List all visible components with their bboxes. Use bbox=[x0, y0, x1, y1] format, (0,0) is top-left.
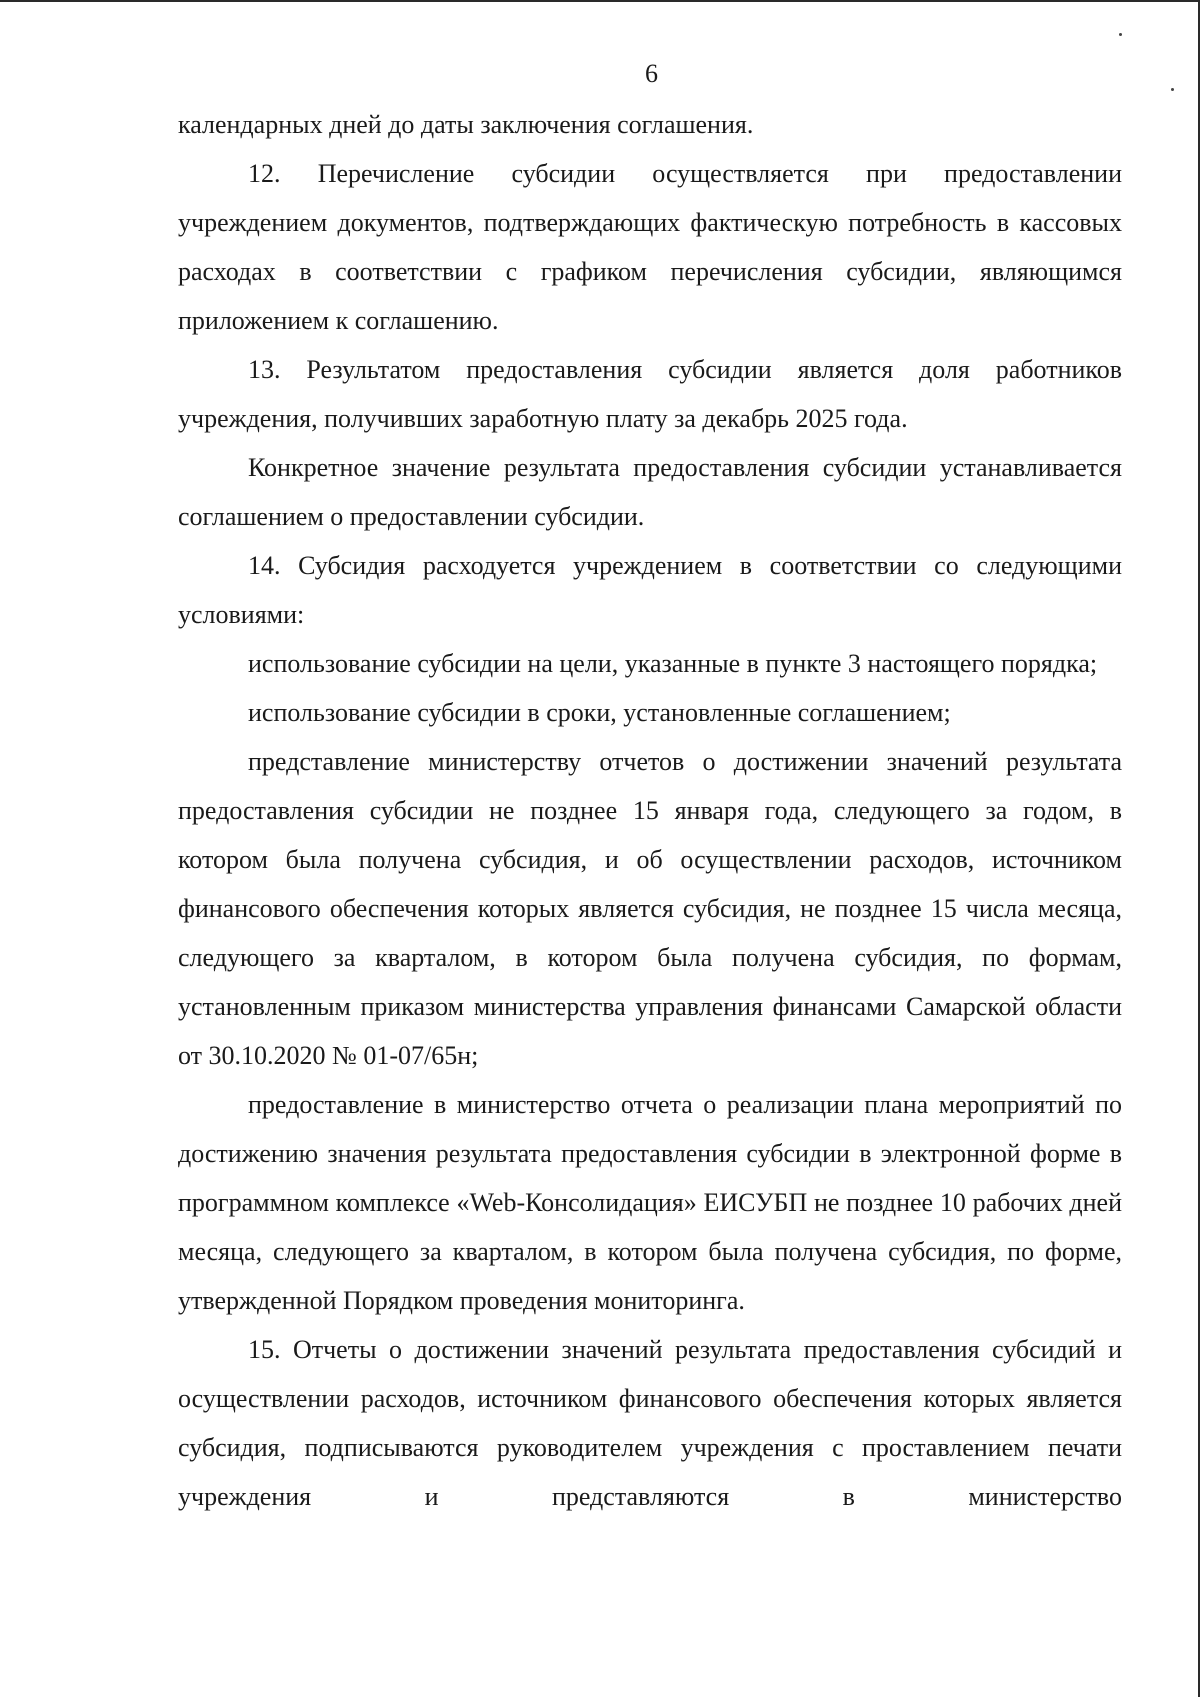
paragraph-item-12: 12. Перечисление субсидии осуществляется при предоставлении учреждением документов, подтверждающих фактическую потребность в кассовых расходах в соответствии с графиком перечисления субсидии, являющимся приложением к соглашению. bbox=[178, 159, 1122, 335]
paragraph-item-14: 14. Субсидия расходуется учреждением в соответствии со следующими условиями: bbox=[178, 551, 1122, 629]
paragraph-continuation: календарных дней до даты заключения соглашения. bbox=[178, 110, 754, 139]
condition-reports: представление министерству отчетов о достижении значений результата предоставления субсидии не позднее 15 января года, следующего за годом, в котором была получена субсидия, и об осуществлении расходов, источником финансового обеспечения которых является субсидия, не позднее 15 числа месяца, следующего за кварталом, в котором была получена субсидия, по формам, установленным приказом министерства управления финансами Самарской области от 30.10.2020 № 01-07/65н; bbox=[178, 747, 1122, 1070]
condition-deadlines: использование субсидии в сроки, установленные соглашением; bbox=[248, 698, 951, 727]
paragraph-item-13: 13. Результатом предоставления субсидии является доля работников учреждения, получивших заработную плату за декабрь 2025 года. bbox=[178, 355, 1122, 433]
paragraph-result-value: Конкретное значение результата предоставления субсидии устанавливается соглашением о предоставлении субсидии. bbox=[178, 453, 1122, 531]
page-number: 6 bbox=[645, 59, 658, 88]
document-body bbox=[178, 100, 1122, 1521]
condition-purpose: использование субсидии на цели, указанные в пункте 3 настоящего порядка; bbox=[248, 649, 1098, 678]
page-top-edge bbox=[0, 0, 1200, 2]
paragraph-item-15: 15. Отчеты о достижении значений результата предоставления субсидий и осуществлении расходов, источником финансового обеспечения которых является субсидия, подписываются руководителем учреждения с проставлением печати учреждения и представляются в министерство bbox=[178, 1335, 1122, 1511]
condition-action-plan-report: предоставление в министерство отчета о реализации плана мероприятий по достижению значения результата предоставления субсидии в электронной форме в программном комплексе «Web-Консолидация» ЕИСУБП не позднее 10 рабочих дней месяца, следующего за кварталом, в котором была получена субсидия, по форме, утвержденной Порядком проведения мониторинга. bbox=[178, 1090, 1122, 1315]
scan-artifact-mark bbox=[1119, 33, 1122, 36]
